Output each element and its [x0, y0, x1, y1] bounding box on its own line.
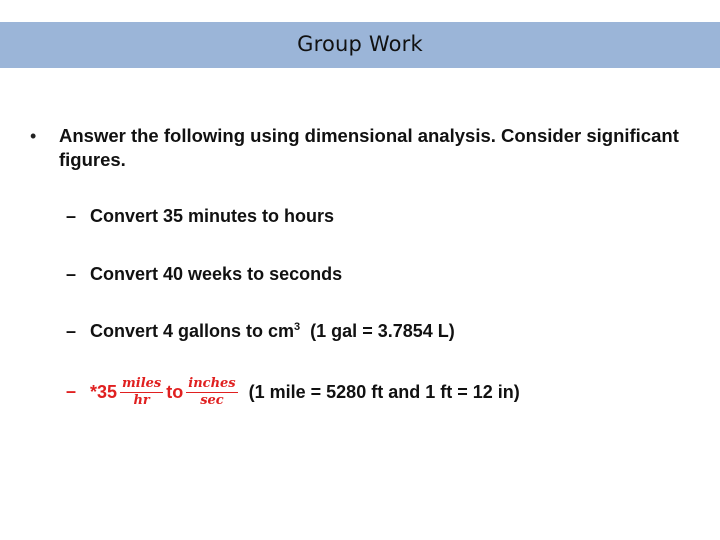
fraction-numerator: inches: [188, 376, 236, 391]
fraction-denominator: sec: [200, 393, 224, 408]
instruction-text: Answer the following using dimensional analysis. Consider significant figures.: [59, 125, 679, 170]
item-text: Convert 40 weeks to seconds: [90, 264, 343, 284]
fraction-numerator: miles: [122, 376, 162, 391]
page-title: Group Work: [297, 32, 423, 56]
bullet-marker: •: [30, 126, 37, 146]
conversion-note: (1 mile = 5280 ft and 1 ft = 12 in): [248, 382, 520, 402]
fraction-denominator: hr: [133, 393, 150, 408]
dash-marker: –: [66, 381, 77, 402]
superscript-3: 3: [294, 321, 301, 333]
dash-marker: –: [66, 321, 77, 341]
title-bar: [0, 22, 720, 68]
fraction-miles-per-hr: [120, 376, 163, 409]
dash-marker: –: [66, 206, 77, 226]
item-text: Convert 4 gallons to cm: [90, 321, 295, 341]
connector-text: to: [166, 382, 184, 402]
list-item: [66, 264, 342, 285]
value-prefix: *35: [90, 382, 118, 402]
dash-marker: –: [66, 264, 77, 284]
list-item: [66, 376, 520, 409]
list-item: [66, 206, 334, 227]
conversion-note: (1 gal = 3.7854 L): [300, 321, 455, 341]
item-text: Convert 35 minutes to hours: [90, 206, 335, 226]
fraction-inches-per-sec: [186, 376, 237, 409]
list-item: [66, 321, 455, 342]
